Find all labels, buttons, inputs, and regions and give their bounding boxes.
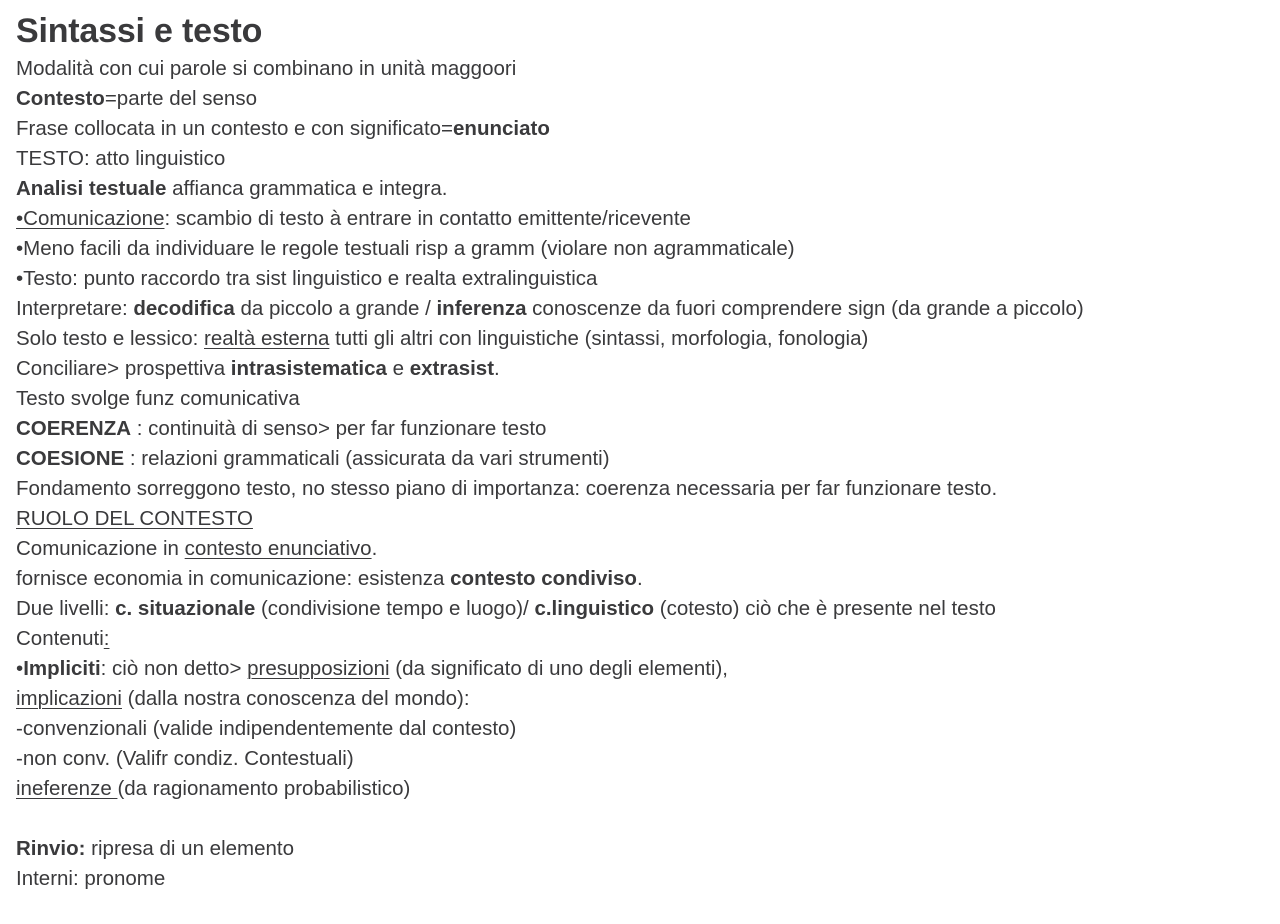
note-line[interactable] [16, 654, 1264, 684]
text-span: • [16, 657, 24, 680]
text-span: Due livelli: [16, 597, 116, 620]
text-span: -non conv. (Valifr condiz. Contestuali) [16, 747, 354, 770]
note-line[interactable] [16, 594, 1264, 624]
note-line[interactable] [16, 174, 1264, 204]
bold-text: Impliciti [23, 657, 101, 680]
bold-text: c.linguistico [534, 597, 655, 620]
note-line[interactable] [16, 384, 1264, 414]
text-span: conoscenze da fuori comprendere sign (da grande a piccolo) [526, 297, 1084, 320]
text-span: : ciò non detto> [100, 657, 248, 680]
underlined-text: ineferenze [16, 777, 118, 800]
note-line[interactable] [16, 474, 1264, 504]
note-line[interactable] [16, 54, 1264, 84]
note-line[interactable] [16, 84, 1264, 114]
note-line[interactable] [16, 744, 1264, 774]
text-span: . [636, 567, 643, 590]
bold-text: Rinvio: [16, 837, 86, 860]
underlined-text: realtà esterna [204, 327, 330, 350]
underlined-text: •Comunicazione [16, 207, 165, 230]
bold-text: intrasistematica [230, 357, 387, 380]
bold-text: COERENZA [16, 417, 132, 440]
text-span: (dalla nostra conoscenza del mondo): [121, 687, 470, 710]
note-line[interactable] [16, 714, 1264, 744]
note-line[interactable] [16, 414, 1264, 444]
bold-text: extrasist [409, 357, 495, 380]
note-line[interactable] [16, 684, 1264, 714]
text-span: Interni: pronome [16, 867, 166, 890]
note-line[interactable] [16, 324, 1264, 354]
note-title[interactable]: Sintassi e testo [16, 12, 263, 50]
underlined-text: RUOLO DEL CONTESTO [16, 507, 253, 530]
note-line[interactable] [16, 624, 1264, 654]
note-line[interactable] [16, 444, 1264, 474]
text-span: Fondamento sorreggono testo, no stesso piano di importanza: coerenza necessaria per far funzionare testo. [16, 477, 998, 500]
text-span: =parte del senso [104, 87, 257, 110]
bold-text: enunciato [453, 117, 550, 140]
text-span: •Testo: punto raccordo tra sist linguistico e realta extralinguistica [16, 267, 598, 290]
note-line[interactable] [16, 114, 1264, 144]
text-span: : continuità di senso> per far funzionare testo [131, 417, 547, 440]
note-line[interactable] [16, 294, 1264, 324]
bold-text: c. situazionale [115, 597, 256, 620]
bold-text: Analisi testuale [16, 177, 167, 200]
text-span: fornisce economia in comunicazione: esistenza [16, 567, 451, 590]
text-span: affianca grammatica e integra. [166, 177, 448, 200]
bold-text: decodifica [133, 297, 235, 320]
note-body[interactable] [16, 54, 1264, 894]
text-span: TESTO: atto linguistico [16, 147, 226, 170]
text-span: (da significato di uno degli elementi), [389, 657, 729, 680]
text-span: -convenzionali (valide indipendentemente dal contesto) [16, 717, 517, 740]
text-span: Frase collocata in un contesto e con significato= [16, 117, 454, 140]
text-span: Modalità con cui parole si combinano in unità maggoori [16, 57, 517, 80]
bold-text: inferenza [436, 297, 527, 320]
text-span: (condivisione tempo e luogo)/ [255, 597, 535, 620]
text-span: Contenuti [16, 627, 104, 650]
text-span: Comunicazione in [16, 537, 185, 560]
note-line[interactable] [16, 264, 1264, 294]
note-line[interactable] [16, 864, 1264, 894]
note-line[interactable] [16, 504, 1264, 534]
text-span: : relazioni grammaticali (assicurata da vari strumenti) [124, 447, 610, 470]
text-span: . [494, 357, 500, 380]
text-span: tutti gli altri con linguistiche (sintassi, morfologia, fonologia) [329, 327, 869, 350]
note-line[interactable] [16, 534, 1264, 564]
note-line[interactable] [16, 564, 1264, 594]
text-span: : scambio di testo à entrare in contatto emittente/ricevente [164, 207, 691, 230]
underlined-text: contesto enunciativo [184, 537, 372, 560]
text-span: da piccolo a grande / [234, 297, 437, 320]
bold-text: contesto condiviso [450, 567, 637, 590]
text-span: e [386, 357, 410, 380]
blank-line[interactable] [16, 804, 1264, 834]
bold-text: Contesto [16, 87, 105, 110]
underlined-text: presupposizioni [247, 657, 390, 680]
text-span: Conciliare> prospettiva [16, 357, 231, 380]
note-line[interactable] [16, 144, 1264, 174]
text-span: ripresa di un elemento [85, 837, 295, 860]
text-span: Interpretare: [16, 297, 134, 320]
underlined-text: implicazioni [16, 687, 122, 710]
bold-text: COESIONE [16, 447, 125, 470]
text-span: •Meno facili da individuare le regole testuali risp a gramm (violare non agrammaticale) [16, 237, 795, 260]
text-span: . [371, 537, 378, 560]
underlined-text: : [103, 627, 110, 650]
note-line[interactable] [16, 354, 1264, 384]
note-line[interactable] [16, 234, 1264, 264]
text-span: (cotesto) ciò che è presente nel testo [654, 597, 996, 620]
text-span: Testo svolge funz comunicativa [16, 387, 300, 410]
text-span: Solo testo e lessico: [16, 327, 205, 350]
note-line[interactable] [16, 834, 1264, 864]
note-line[interactable] [16, 774, 1264, 804]
note-line[interactable] [16, 204, 1264, 234]
text-span: (da ragionamento probabilistico) [117, 777, 411, 800]
